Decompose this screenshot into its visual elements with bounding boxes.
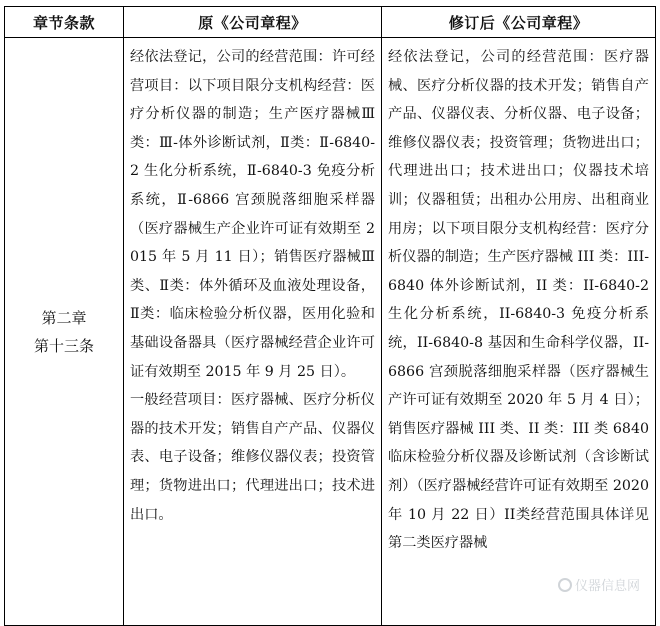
header-original: 原《公司章程》 — [124, 7, 382, 38]
clause-cell — [5, 38, 124, 626]
table-header-row — [5, 7, 656, 38]
watermark-text: 仪器信息网 — [574, 579, 640, 594]
header-clause: 章节条款 — [5, 7, 124, 38]
header-revised: 修订后《公司章程》 — [382, 7, 656, 38]
original-paragraph-general-scope: 一般经营项目：医疗器械、医疗分析仪器的技术开发；销售自产产品、仪器仪表、电子设备；维修仪器仪表；投资管理；货物进出口；代理进出口；技术进出口。 — [130, 392, 375, 523]
clause-article: 第十三条 — [33, 336, 94, 355]
clause-chapter: 第二章 — [41, 308, 87, 327]
revised-text-cell — [382, 38, 656, 626]
original-paragraph-licensed-scope: 经依法登记，公司的经营范围：许可经营项目：以下项目限分支机构经营：医疗分析仪器的制造；生产医疗器械Ⅲ类：Ⅲ-体外诊断试剂，Ⅱ类：Ⅱ-6840-2 生化分析系统，Ⅱ-6840-3 免疫分析系统，Ⅱ-6866 宫颈脱落细胞采样器（医疗器械生产企业许可证有效期至 2015 年 5 月 11 日）；销售医疗器械Ⅲ类、Ⅱ类：体外循环及血液处理设备，Ⅱ类：临床检验分析仪器，医用化验和基础设备器具（医疗器械经营企业许可证有效期至 2015 年 9 月 25 日）。 — [130, 49, 375, 380]
revised-paragraph-scope: 经依法登记，公司的经营范围：医疗器械、医疗分析仪器的技术开发；销售自产产品、仪器仪表、分析仪器、电子设备；维修仪器仪表；投资管理；货物进出口；代理进出口；技术进出口；仪器技术培训；仪器租赁；出租办公用房、出租商业用房；以下项目限分支机构经营：医疗分析仪器的制造；生产医疗器械 III 类：III-6840 体外诊断试剂，II 类：II-6840-2 生化分析系统，II-6840-3 免疫分析系统，II-6840-8 基因和生命科学仪器，II-6866 宫颈脱落细胞采样器（医疗器械生产许可证有效期至 2020 年 5 月 4 日）；销售医疗器械 III 类、II 类：III 类 6840 临床检验分析仪器及诊断试剂（含诊断试剂）（医疗器械经营许可证有效期至 2020 年 10 月 22 日）II类经营范围具体详见第二类医疗器械 — [388, 49, 649, 552]
original-text-cell — [124, 38, 382, 626]
revision-comparison-table — [4, 6, 656, 626]
table-row — [5, 38, 656, 626]
